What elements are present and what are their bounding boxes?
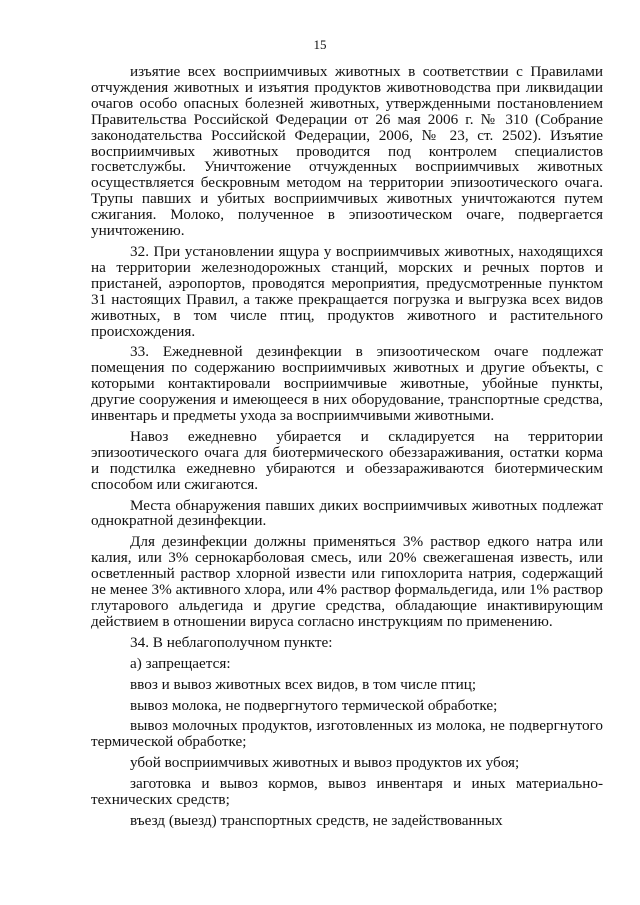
paragraph: 32. При установлении ящура у восприимчивых животных, находящихся на территории железнодорожных станций, морских и речных портов и пристаней, аэропортов, проводятся мероприятия, предусмотренные пунктом 31 настоящих Правил, а также прекращается погрузка и выгрузка всех видов животных, в том числе птиц, продуктов животного и растительного происхождения. [91,242,603,340]
paragraph: а) запрещается: [130,654,231,672]
paragraph: Места обнаружения павших диких восприимчивых животных подлежат однократной дезинфекции. [91,496,603,530]
paragraph: убой восприимчивых животных и вывоз продуктов их убоя; [130,754,520,772]
paragraph: изъятие всех восприимчивых животных в соответствии с Правилами отчуждения животных и изъятия продуктов животноводства при ликвидации очагов особо опасных болезней животных, утвержденными постановлением Правительства Российской Федерации от 26 мая 2006 г. № 310 (Собрание законодательства Российской Федерации, 2006, № 23, ст. 2502). Изъятие восприимчивых животных проводится под контролем специалистов госветслужбы. Уничтожение отчужденных восприимчивых животных осуществляется бескровным методом на территории эпизоотического очага. Трупы павших и убитых восприимчивых животных уничтожаются путем сжигания. Молоко, полученное в эпизоотическом очаге, подвергается уничтожению. [91,63,603,240]
document-body [91,64,603,829]
paragraph: вывоз молочных продуктов, изготовленных из молока, не подвергнутого термической обработке; [91,717,603,751]
paragraph: заготовка и вывоз кормов, вывоз инвентаря и иных материально-технических средств; [91,775,603,809]
page-number: 15 [313,37,327,52]
paragraph: 34. В неблагополучном пункте: [130,633,333,651]
paragraph: въезд (выезд) транспортных средств, не задействованных [130,811,503,829]
paragraph: Для дезинфекции должны применяться 3% раствор едкого натра или калия, или 3% сернокарболовая смесь, или 20% свежегашеная известь, или осветленный раствор хлорной извести или гипохлорита натрия, содержащий не менее 3% активного хлора, или 4% раствор формальдегида, или 1% раствор глутарового альдегида и другие средства, обладающие инактивирующим действием в отношении вируса согласно инструкциям по применению. [91,533,603,630]
paragraph: 33. Ежедневной дезинфекции в эпизоотическом очаге подлежат помещения по содержанию восприимчивых животных и другие объекты, с которыми контактировали восприимчивые животные, убойные пункты, другие сооружения и имеющееся в них оборудование, транспортные средства, инвентарь и предметы ухода за восприимчивыми животными. [91,343,603,425]
paragraph: Навоз ежедневно убирается и складируется на территории эпизоотического очага для биотермического обеззараживания, остатки корма и подстилка ежедневно убираются и обеззараживаются биотермическим способом или сжигаются. [91,427,603,493]
paragraph: вывоз молока, не подвергнутого термической обработке; [130,696,498,714]
paragraph: ввоз и вывоз животных всех видов, в том числе птиц; [130,675,477,693]
